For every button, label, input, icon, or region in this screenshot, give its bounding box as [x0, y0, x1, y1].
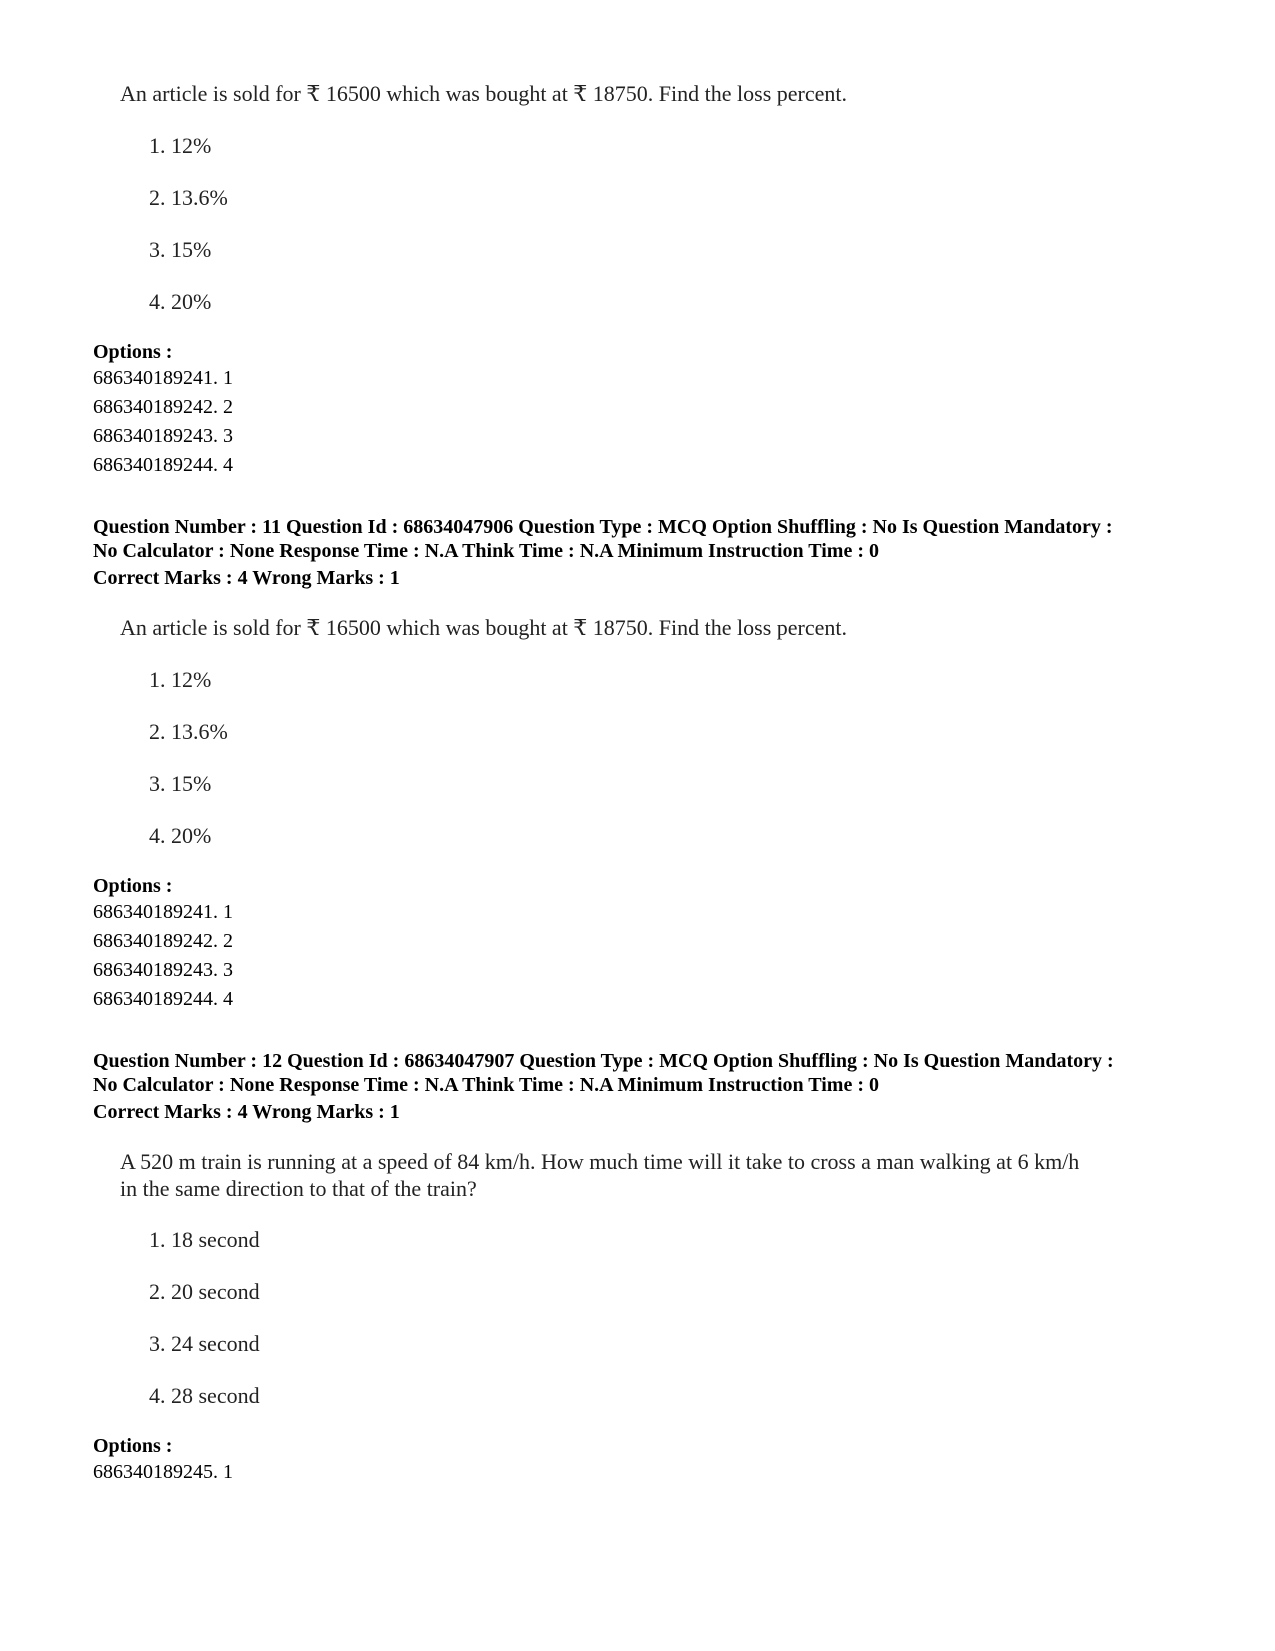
choice-3: 3. 15%: [149, 771, 212, 796]
choice-2: 2. 13.6%: [149, 185, 228, 210]
option-id: 686340189244. 4: [93, 454, 233, 476]
question-meta-line1: Question Number : 12 Question Id : 68634047907 Question Type : MCQ Option Shuffling : No Is Question Mandatory :: [93, 1050, 1114, 1072]
question-text: An article is sold for ₹ 16500 which was bought at ₹ 18750. Find the loss percent.: [120, 81, 847, 106]
choice-4: 4. 20%: [149, 289, 212, 314]
question-text-line1: A 520 m train is running at a speed of 84 km/h. How much time will it take to cross a man walking at 6 km/h: [120, 1149, 1080, 1174]
question-meta-line1: Question Number : 11 Question Id : 68634047906 Question Type : MCQ Option Shuffling : No Is Question Mandatory :: [93, 516, 1113, 538]
choice-1: 1. 12%: [149, 667, 212, 692]
option-id: 686340189241. 1: [93, 901, 233, 923]
options-label: Options :: [93, 341, 173, 363]
question-marks: Correct Marks : 4 Wrong Marks : 1: [93, 567, 400, 589]
options-label: Options :: [93, 1435, 173, 1457]
choice-3: 3. 24 second: [149, 1331, 260, 1356]
choice-2: 2. 13.6%: [149, 719, 228, 744]
option-id: 686340189244. 4: [93, 988, 233, 1010]
options-label: Options :: [93, 875, 173, 897]
question-meta-line2: No Calculator : None Response Time : N.A Think Time : N.A Minimum Instruction Time : 0: [93, 1074, 879, 1096]
question-text-line2: in the same direction to that of the train?: [120, 1176, 477, 1201]
option-id: 686340189242. 2: [93, 396, 233, 418]
option-id: 686340189242. 2: [93, 930, 233, 952]
choice-2: 2. 20 second: [149, 1279, 260, 1304]
choice-4: 4. 20%: [149, 823, 212, 848]
option-id-list: [93, 1458, 233, 1487]
question-text: An article is sold for ₹ 16500 which was bought at ₹ 18750. Find the loss percent.: [120, 615, 847, 640]
option-id-list: [93, 898, 233, 1014]
question-marks: Correct Marks : 4 Wrong Marks : 1: [93, 1101, 400, 1123]
option-id: 686340189241. 1: [93, 367, 233, 389]
option-id: 686340189243. 3: [93, 959, 233, 981]
option-id: 686340189243. 3: [93, 425, 233, 447]
question-meta-line2: No Calculator : None Response Time : N.A Think Time : N.A Minimum Instruction Time : 0: [93, 540, 879, 562]
choice-4: 4. 28 second: [149, 1383, 260, 1408]
option-id: 686340189245. 1: [93, 1461, 233, 1483]
choice-1: 1. 12%: [149, 133, 212, 158]
choice-1: 1. 18 second: [149, 1227, 260, 1252]
option-id-list: [93, 364, 233, 480]
choice-3: 3. 15%: [149, 237, 212, 262]
